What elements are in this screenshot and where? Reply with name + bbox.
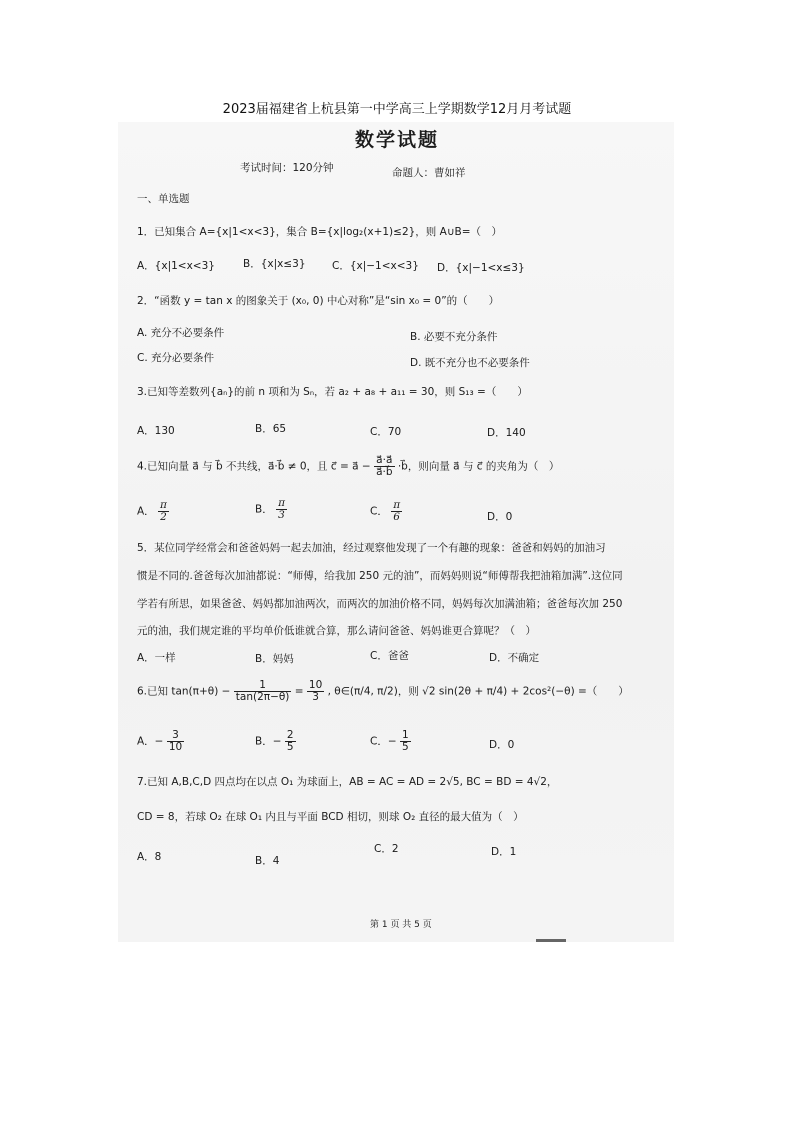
question-5-line-4: 元的油，我们规定谁的平均单价低谁就合算，那么请问爸爸、妈妈谁更合算呢？（ ） (137, 625, 536, 637)
question-7-stem-line-2: CD = 8，若球 O₂ 在球 O₁ 内且与平面 BCD 相切，则球 O₂ 直径的最大值为（ ） (137, 811, 524, 823)
question-4-option-a-num: π (160, 499, 167, 511)
question-6-frac1-den: tan(2π−θ) (235, 691, 290, 704)
question-7-option-d: D．1 (491, 846, 517, 858)
question-6-stem-part-b: = (294, 685, 304, 698)
question-6-option-c-den: 5 (401, 741, 409, 754)
question-6-stem (137, 680, 629, 703)
question-3-stem: 3.已知等差数列{aₙ}的前 n 项和为 Sₙ，若 a₂ + a₈ + a₁₁ = 30，则 S₁₃ =（ ） (137, 386, 528, 398)
question-4-option-a-label: A． (137, 505, 155, 518)
question-6-option-b-label: B．− (255, 735, 282, 748)
question-1-stem: 1．已知集合 A={x|1<x<3}，集合 B={x|log₂(x+1)≤2}，则 A∪B=（ ） (137, 226, 503, 238)
question-4-stem-part-b: ·b⃗，则向量 a⃗ 与 c⃗ 的夹角为（ ） (397, 460, 560, 473)
question-6-frac2-num: 10 (308, 679, 323, 691)
question-4-option-d: D．0 (487, 511, 513, 523)
question-4-fraction (374, 455, 394, 478)
question-6-frac2-den: 3 (312, 691, 319, 704)
question-6-option-b (255, 730, 296, 753)
scan-smudge (536, 939, 566, 942)
question-6-option-a-den: 10 (168, 741, 183, 754)
question-4-stem-part-a: 4.已知向量 a⃗ 与 b⃗ 不共线，a⃗·b⃗ ≠ 0，且 c⃗ = a⃗ − (137, 460, 371, 473)
question-4-option-c-num: π (393, 499, 401, 511)
question-6-option-b-num: 2 (286, 729, 294, 741)
question-2-option-d: D. 既不充分也不必要条件 (410, 357, 530, 369)
question-6-option-c-label: C．− (370, 735, 397, 748)
question-6-stem-part-c: , θ∈(π/4, π/2)，则 √2 sin(2θ + π/4) + 2cos²(−θ) =（ ） (327, 685, 629, 698)
question-7-option-a: A．8 (137, 851, 162, 863)
question-5-option-d: D．不确定 (489, 652, 540, 664)
question-6-frac1-num: 1 (234, 680, 292, 692)
question-4-frac-den: a⃗·b⃗ (376, 466, 393, 479)
question-7-stem-line-1: 7.已知 A,B,C,D 四点均在以点 O₁ 为球面上，AB = AC = AD = 2√5, BC = BD = 4√2， (137, 776, 558, 788)
question-4-option-b-den: 3 (278, 509, 285, 522)
question-5-line-2: 惯是不同的.爸爸每次加油都说：“师傅，给我加 250 元的油”，而妈妈则说“师傅帮我把油箱加满”.这位同 (137, 570, 623, 582)
section-heading: 一、单选题 (137, 193, 190, 205)
question-3-option-b: B．65 (255, 423, 287, 435)
question-7-option-c: C．2 (374, 843, 399, 855)
question-6-option-d: D．0 (489, 739, 515, 751)
question-4-option-b-num: π (278, 497, 285, 509)
question-4-option-c (370, 500, 402, 523)
question-3-option-c: C．70 (370, 426, 402, 438)
question-3-option-d: D．140 (487, 427, 526, 439)
question-2-stem: 2．“函数 y = tan x 的图象关于 (x₀, 0) 中心对称”是“sin x₀ = 0”的（ ） (137, 295, 500, 307)
question-5-option-a: A．一样 (137, 652, 176, 664)
question-4-option-a (137, 500, 169, 523)
question-2-option-a: A. 充分不必要条件 (137, 327, 225, 339)
question-4-option-c-den: 6 (393, 511, 400, 524)
question-5-option-b: B．妈妈 (255, 653, 294, 665)
question-5-line-1: 5．某位同学经常会和爸爸妈妈一起去加油，经过观察他发现了一个有趣的现象：爸爸和妈妈的加油习 (137, 542, 606, 554)
question-6-option-a (137, 730, 184, 753)
question-1-option-a: A．{x|1<x<3} (137, 260, 215, 272)
paper-title: 数学试题 (354, 129, 439, 151)
question-1-option-c: C．{x|−1<x<3} (332, 260, 419, 272)
question-4-option-b (255, 498, 287, 521)
question-6-option-c (370, 730, 411, 753)
question-5-line-3: 学若有所思，如果爸爸、妈妈都加油两次，而两次的加油价格不同，妈妈每次加满油箱；爸爸每次加 250 (137, 598, 623, 610)
question-6-option-b-den: 5 (286, 741, 294, 754)
question-3-option-a: A．130 (137, 425, 175, 437)
question-1-option-d: D．{x|−1<x≤3} (437, 262, 525, 274)
question-2-option-c: C. 充分必要条件 (137, 352, 215, 364)
question-4-stem (137, 455, 559, 478)
question-1-option-b: B．{x|x≤3} (243, 258, 306, 270)
question-6-option-c-num: 1 (401, 729, 409, 741)
question-6-option-a-label: A．− (137, 735, 164, 748)
question-2-option-b: B. 必要不充分条件 (410, 331, 498, 343)
question-6-stem-part-a: 6.已知 tan(π+θ) − (137, 685, 231, 698)
question-5-option-c: C．爸爸 (370, 650, 409, 662)
question-4-option-b-label: B． (255, 503, 273, 516)
question-7-option-b: B．4 (255, 855, 280, 867)
exam-title: 2023届福建省上杭县第一中学高三上学期数学12月月考试题 (222, 102, 572, 117)
question-4-option-a-den: 2 (160, 511, 167, 524)
page-footer: 第 1 页 共 5 页 (370, 920, 432, 930)
exam-time: 考试时间：120分钟 (240, 162, 334, 174)
exam-author: 命题人：曹如祥 (392, 167, 466, 179)
question-4-frac-num: a⃗·a⃗ (374, 455, 394, 467)
question-6-option-a-num: 3 (167, 730, 184, 742)
question-4-option-c-label: C． (370, 505, 388, 518)
